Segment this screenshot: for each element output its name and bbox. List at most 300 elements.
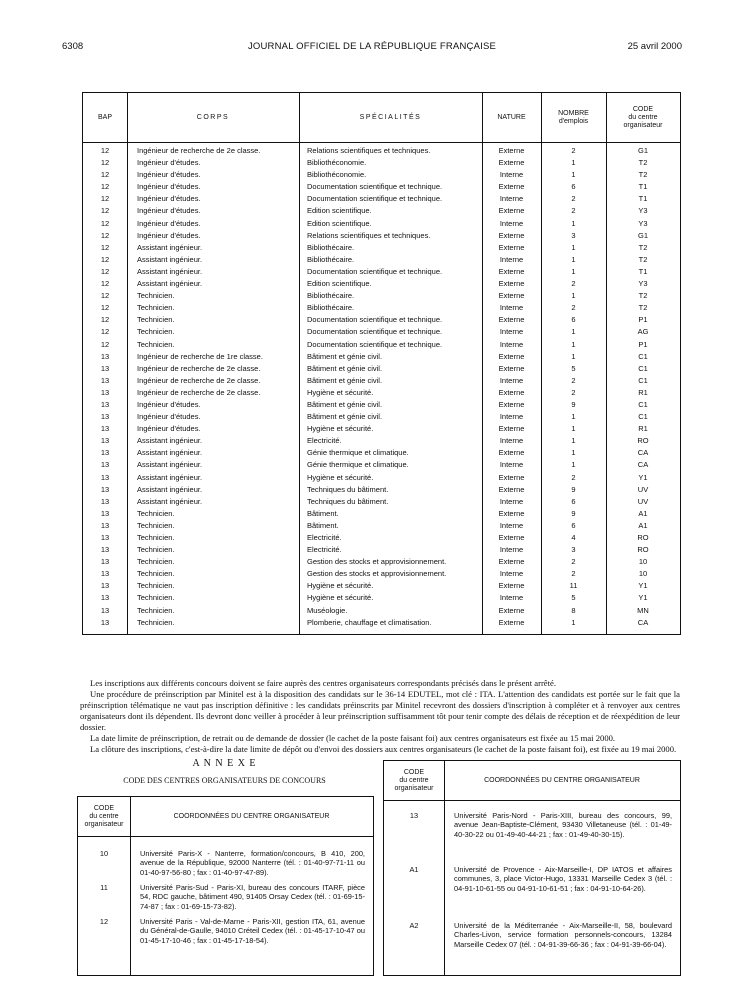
cell-bap: 13	[100, 424, 110, 434]
cell-corps: Ingénieur de recherche de 2e classe.	[137, 146, 261, 155]
cell-corps: Ingénieur de recherche de 2e classe.	[137, 387, 261, 397]
annexe-subtitle: CODE DES CENTRES ORGANISATEURS DE CONCOURS	[123, 776, 326, 785]
cell-corps: Assistant ingénieur.	[137, 254, 203, 264]
cell-nombre: 1	[571, 291, 576, 301]
cell-corps: Technicien.	[137, 545, 175, 555]
cell-bap: 13	[100, 436, 110, 446]
cell-bap: 12	[100, 146, 110, 155]
cell-code: G1	[637, 230, 648, 240]
col-coordonnees: COORDONNÉES DU CENTRE ORGANISATEUR	[484, 776, 640, 784]
cell-corps: Ingénieur de recherche de 1re classe.	[137, 351, 263, 361]
cell-nombre: 5	[571, 593, 576, 603]
cell-code: T2	[638, 254, 648, 264]
col-code: CODE du centre organisateur	[84, 804, 124, 828]
cell-specialite: Relations scientifiques et techniques.	[307, 146, 431, 155]
cell-bap: 13	[100, 399, 110, 409]
header-specialites: SPÉCIALITÉS	[359, 113, 422, 121]
cell-corps: Ingénieur d'études.	[137, 182, 201, 192]
annexe-code: 10	[99, 849, 109, 858]
paragraph: Les inscriptions aux différents concours doivent se faire auprès des centres organisateurs correspondants précisés dans le présent arrêté.	[90, 678, 556, 688]
table-rows	[83, 145, 680, 629]
cell-corps: Technicien.	[137, 617, 175, 627]
table-row	[83, 435, 680, 447]
cell-specialite: Electricité.	[307, 545, 342, 555]
cell-bap: 13	[100, 496, 110, 506]
cell-corps: Technicien.	[137, 339, 175, 349]
cell-bap: 13	[100, 617, 110, 627]
cell-nombre: 1	[571, 170, 576, 180]
table-row	[83, 145, 680, 157]
paragraph: Une procédure de préinscription par Minitel est à la disposition des candidats sur le 36-14 EDUTEL, mot clé : ITA. L'attention des candidats est portée sur le fait que la préinscription télématique ne vaut pas inscription définitive : les candidats préinscrits par Minitel recevront des dossiers d'inscription à compléter et à renvoyer aux centres organisateurs dont ils dépendent. Ils devront donc veiller à procéder à leur préinscription suffisamment tôt pour tenir compte des délais de réception et de réexpédition de leur dossier.	[80, 689, 680, 732]
cell-specialite: Hygiène et sécurité.	[307, 472, 374, 482]
table-row	[83, 544, 680, 556]
table-row	[83, 605, 680, 617]
cell-nombre: 2	[571, 375, 576, 385]
cell-nature: Interne	[499, 460, 524, 470]
cell-corps: Assistant ingénieur.	[137, 496, 203, 506]
cell-bap: 13	[100, 448, 110, 458]
cell-nombre: 1	[571, 218, 576, 228]
cell-nombre: 2	[571, 279, 576, 289]
cell-nature: Interne	[499, 569, 524, 579]
table-row	[83, 580, 680, 592]
cell-nombre: 2	[571, 472, 576, 482]
table-row	[83, 387, 680, 399]
cell-nature: Externe	[498, 266, 525, 276]
cell-specialite: Edition scientifique.	[307, 218, 372, 228]
cell-code: C1	[638, 363, 648, 373]
annexe-code: 13	[409, 811, 419, 820]
cell-code: C1	[638, 375, 648, 385]
header-bap: BAP	[97, 113, 112, 121]
cell-specialite: Documentation scientifique et technique.	[307, 327, 443, 337]
cell-corps: Ingénieur d'études.	[137, 170, 201, 180]
table-row	[83, 556, 680, 568]
table-row	[83, 423, 680, 435]
cell-corps: Ingénieur d'études.	[137, 158, 201, 168]
cell-nombre: 6	[571, 315, 576, 325]
cell-nature: Interne	[499, 303, 524, 313]
cell-nombre: 2	[571, 569, 576, 579]
cell-bap: 13	[100, 412, 110, 422]
cell-nombre: 1	[571, 617, 576, 627]
table-row	[83, 193, 680, 205]
cell-nombre: 2	[571, 387, 576, 397]
cell-nombre: 4	[571, 533, 576, 542]
cell-corps: Ingénieur d'études.	[137, 424, 201, 434]
cell-nombre: 6	[571, 182, 576, 192]
cell-code: A1	[638, 508, 648, 518]
cell-code: AG	[637, 327, 649, 337]
cell-code: Y3	[638, 218, 648, 228]
cell-specialite: Edition scientifique.	[307, 279, 372, 289]
cell-nombre: 1	[571, 412, 576, 422]
cell-nombre: 1	[571, 448, 576, 458]
cell-specialite: Bibliothécaire.	[307, 254, 355, 264]
concours-table	[82, 92, 681, 635]
cell-bap: 13	[100, 387, 110, 397]
cell-code: Y3	[638, 206, 648, 216]
cell-nature: Externe	[498, 351, 525, 361]
cell-specialite: Documentation scientifique et technique.	[307, 266, 443, 276]
cell-bap: 12	[100, 279, 110, 289]
cell-specialite: Bibliothéconomie.	[307, 158, 367, 168]
page-number: 6308	[62, 41, 84, 52]
cell-specialite: Muséologie.	[307, 605, 348, 615]
cell-nombre: 1	[571, 460, 576, 470]
cell-nombre: 2	[571, 303, 576, 313]
annexe-coordonnees: Université Paris-X - Nanterre, formation/concours, B 410, 200, avenue de la République, 92000 Nanterre (tél. : 01-40-97-71-11 ou 01-40-97-56-80 ; fax : 01-40-97-47-89).	[140, 849, 365, 877]
table-row	[83, 568, 680, 580]
cell-code: P1	[638, 339, 648, 349]
cell-corps: Ingénieur d'études.	[137, 206, 201, 216]
cell-specialite: Electricité.	[307, 533, 342, 542]
cell-code: Y3	[638, 279, 648, 289]
cell-corps: Assistant ingénieur.	[137, 448, 203, 458]
cell-code: UV	[637, 496, 649, 506]
cell-nature: Externe	[498, 158, 525, 168]
cell-nature: Interne	[499, 412, 524, 422]
cell-specialite: Edition scientifique.	[307, 206, 372, 216]
header-nombre: NOMBRE d'emplois	[558, 109, 589, 125]
cell-bap: 13	[100, 375, 110, 385]
cell-code: R1	[638, 424, 648, 434]
cell-corps: Technicien.	[137, 291, 175, 301]
cell-corps: Ingénieur d'études.	[137, 399, 201, 409]
cell-code: T2	[638, 291, 648, 301]
cell-code: R1	[638, 387, 648, 397]
table-row	[83, 484, 680, 496]
table-row	[83, 351, 680, 363]
cell-corps: Technicien.	[137, 315, 175, 325]
cell-corps: Technicien.	[137, 605, 175, 615]
cell-corps: Ingénieur d'études.	[137, 230, 201, 240]
table-row	[83, 375, 680, 387]
cell-nombre: 1	[571, 266, 576, 276]
cell-specialite: Bâtiment et génie civil.	[307, 399, 383, 409]
cell-nature: Externe	[498, 291, 525, 301]
cell-bap: 12	[100, 158, 110, 168]
cell-nature: Externe	[498, 581, 525, 591]
cell-code: P1	[638, 315, 648, 325]
cell-code: T2	[638, 170, 648, 180]
cell-specialite: Relations scientifiques et techniques.	[307, 230, 431, 240]
cell-nature: Interne	[499, 375, 524, 385]
annexe-coordonnees: Université de Provence - Aix-Marseille-I, DP IATOS et affaires communes, 3, place Victor-Hugo, 13331 Marseille Cedex 3 (tél. : 04-91-10-61-55 ou 04-91-10-61-51 ; fax : 04-91-10-64-26).	[454, 865, 672, 893]
table-row	[83, 339, 680, 351]
cell-specialite: Documentation scientifique et technique.	[307, 339, 443, 349]
cell-corps: Technicien.	[137, 593, 175, 603]
annexe-code: 11	[100, 883, 108, 892]
cell-corps: Ingénieur d'études.	[137, 218, 201, 228]
cell-nombre: 8	[571, 605, 576, 615]
cell-specialite: Bâtiment et génie civil.	[307, 363, 383, 373]
cell-specialite: Hygiène et sécurité.	[307, 581, 374, 591]
cell-bap: 13	[100, 545, 110, 555]
cell-nombre: 1	[571, 254, 576, 264]
table-body	[83, 143, 680, 634]
cell-corps: Assistant ingénieur.	[137, 460, 203, 470]
annexe-title: A N N E X E	[192, 758, 257, 769]
cell-bap: 12	[100, 182, 110, 192]
cell-nature: Externe	[498, 279, 525, 289]
cell-code: C1	[638, 399, 648, 409]
cell-code: T1	[638, 194, 648, 204]
cell-bap: 13	[100, 351, 110, 361]
cell-corps: Assistant ingénieur.	[137, 472, 203, 482]
cell-bap: 12	[100, 266, 110, 276]
cell-specialite: Hygiène et sécurité.	[307, 593, 374, 603]
annexe-coordonnees: Université Paris - Val-de-Marne - Paris-XII, gestion ITA, 61, avenue du Général-de-Gaulle, 94010 Créteil Cedex (tél. : 01-45-17-10-47 ou 01-45-17-10-46 ; fax : 01-45-17-18-54).	[140, 917, 365, 945]
cell-bap: 12	[100, 242, 110, 252]
cell-nombre: 9	[571, 508, 576, 518]
cell-nature: Interne	[499, 218, 524, 228]
header-corps: CORPS	[196, 113, 230, 121]
cell-nombre: 1	[571, 242, 576, 252]
cell-specialite: Documentation scientifique et technique.	[307, 182, 443, 192]
cell-corps: Technicien.	[137, 520, 175, 530]
table-row	[83, 592, 680, 604]
table-row	[83, 302, 680, 314]
cell-code: CA	[637, 617, 649, 627]
cell-corps: Technicien.	[137, 557, 175, 567]
col-code: CODE du centre organisateur	[394, 768, 434, 792]
annexe-left-header	[78, 797, 373, 837]
cell-specialite: Plomberie, chauffage et climatisation.	[307, 617, 432, 627]
cell-corps: Ingénieur d'études.	[137, 194, 201, 204]
cell-nombre: 6	[571, 520, 576, 530]
cell-corps: Technicien.	[137, 569, 175, 579]
cell-code: T1	[638, 182, 648, 192]
cell-specialite: Bâtiment.	[307, 520, 339, 530]
table-row	[83, 496, 680, 508]
cell-corps: Ingénieur de recherche de 2e classe.	[137, 375, 261, 385]
cell-nombre: 9	[571, 399, 576, 409]
cell-code: 10	[638, 569, 648, 579]
header-nature: NATURE	[497, 113, 526, 121]
cell-nature: Interne	[499, 520, 524, 530]
cell-code: C1	[638, 351, 648, 361]
cell-nature: Externe	[498, 605, 525, 615]
cell-bap: 13	[100, 508, 110, 518]
cell-nature: Externe	[498, 146, 525, 155]
cell-code: G1	[637, 146, 648, 155]
cell-nombre: 2	[571, 146, 576, 155]
cell-nature: Externe	[498, 242, 525, 252]
table-row	[83, 314, 680, 326]
table-row	[83, 447, 680, 459]
cell-specialite: Bibliothécaire.	[307, 242, 355, 252]
table-row	[83, 290, 680, 302]
table-row	[83, 278, 680, 290]
cell-corps: Assistant ingénieur.	[137, 242, 203, 252]
cell-nature: Externe	[498, 557, 525, 567]
cell-bap: 12	[100, 170, 110, 180]
cell-specialite: Hygiène et sécurité.	[307, 387, 374, 397]
cell-code: RO	[637, 545, 649, 555]
cell-bap: 12	[100, 230, 110, 240]
cell-bap: 13	[100, 557, 110, 567]
cell-nature: Externe	[498, 387, 525, 397]
cell-bap: 13	[100, 581, 110, 591]
cell-corps: Technicien.	[137, 581, 175, 591]
cell-corps: Assistant ingénieur.	[137, 436, 203, 446]
cell-specialite: Bâtiment et génie civil.	[307, 375, 383, 385]
cell-code: T2	[638, 242, 648, 252]
cell-bap: 13	[100, 363, 110, 373]
cell-nombre: 3	[571, 230, 576, 240]
cell-nature: Externe	[498, 363, 525, 373]
cell-bap: 12	[100, 218, 110, 228]
cell-code: UV	[637, 484, 649, 494]
paragraph: La clôture des inscriptions, c'est-à-dire la date limite de dépôt ou d'envoi des dossiers aux centres organisateurs (le cachet de la poste faisant foi), est fixée au 19 mai 2000.	[90, 744, 677, 754]
cell-specialite: Bâtiment et génie civil.	[307, 412, 383, 422]
cell-corps: Technicien.	[137, 327, 175, 337]
cell-nature: Interne	[499, 593, 524, 603]
cell-bap: 12	[100, 303, 110, 313]
table-row	[83, 266, 680, 278]
cell-nature: Externe	[498, 230, 525, 240]
cell-code: RO	[637, 533, 649, 542]
cell-nature: Externe	[498, 399, 525, 409]
cell-specialite: Génie thermique et climatique.	[307, 460, 409, 470]
annexe-coordonnees: Université Paris-Nord - Paris-XIII, bureau des concours, 99, avenue Jean-Baptiste-Clément, 93430 Villetaneuse (tél. : 01-49-40-30-22 ou 01-49-40-44-21 ; fax : 01-49-40-30-15).	[454, 811, 672, 839]
cell-nature: Externe	[498, 424, 525, 434]
cell-bap: 13	[100, 520, 110, 530]
cell-code: RO	[637, 436, 649, 446]
cell-bap: 13	[100, 533, 110, 542]
cell-nombre: 1	[571, 351, 576, 361]
cell-nombre: 11	[569, 581, 578, 591]
cell-nombre: 3	[571, 545, 576, 555]
cell-bap: 13	[100, 472, 110, 482]
table-row	[83, 169, 680, 181]
cell-nombre: 1	[571, 158, 576, 168]
table-row	[83, 205, 680, 217]
annexe-code: A2	[409, 921, 419, 930]
cell-code: Y1	[638, 593, 648, 603]
cell-corps: Ingénieur d'études.	[137, 412, 201, 422]
cell-nature: Interne	[499, 436, 524, 446]
cell-nature: Interne	[499, 545, 524, 555]
annexe-code: A1	[409, 865, 419, 874]
cell-specialite: Documentation scientifique et technique.	[307, 194, 443, 204]
cell-bap: 12	[100, 291, 110, 301]
annexe-coordonnees: Université de la Méditerranée - Aix-Marseille-II, 58, boulevard Charles-Livon, service formation personnels-concours, 13284 Marseille Cedex 07 (tél. : 04-91-39-66-36 ; fax : 04-91-39-66-04).	[454, 921, 672, 949]
cell-bap: 13	[100, 593, 110, 603]
cell-nature: Externe	[498, 508, 525, 518]
cell-nature: Externe	[498, 533, 525, 542]
cell-code: Y1	[638, 472, 648, 482]
annexe-right-header	[384, 761, 680, 801]
table-row	[83, 254, 680, 266]
table-row	[83, 459, 680, 471]
cell-bap: 12	[100, 315, 110, 325]
table-header	[83, 93, 680, 143]
annexe-coordonnees: Université Paris-Sud - Paris-XI, bureau des concours ITARF, pièce 54, RDC gauche, bâtiment 490, 91405 Orsay Cedex (tél. : 01-69-15-74-87 ; fax : 01-69-15-73-82).	[140, 883, 365, 911]
table-row	[83, 411, 680, 423]
cell-nature: Externe	[498, 472, 525, 482]
cell-specialite: Gestion des stocks et approvisionnement.	[307, 557, 447, 567]
annexe-code: 12	[99, 917, 109, 926]
cell-specialite: Documentation scientifique et technique.	[307, 315, 443, 325]
cell-nature: Externe	[498, 182, 525, 192]
cell-specialite: Techniques du bâtiment.	[307, 484, 389, 494]
table-row	[83, 230, 680, 242]
cell-code: CA	[637, 460, 649, 470]
cell-nature: Externe	[498, 315, 525, 325]
issue-date: 25 avril 2000	[627, 41, 682, 52]
cell-nature: Interne	[499, 327, 524, 337]
cell-nombre: 9	[571, 484, 576, 494]
cell-specialite: Bibliothécaire.	[307, 291, 355, 301]
cell-code: A1	[638, 520, 648, 530]
cell-nature: Externe	[498, 484, 525, 494]
cell-nature: Interne	[499, 194, 524, 204]
col-coordonnees: COORDONNÉES DU CENTRE ORGANISATEUR	[173, 812, 330, 820]
body-text	[80, 678, 680, 755]
table-row	[83, 472, 680, 484]
cell-nombre: 2	[571, 557, 576, 567]
cell-bap: 12	[100, 339, 110, 349]
cell-code: MN	[637, 605, 649, 615]
cell-code: T1	[638, 266, 648, 276]
cell-specialite: Hygiène et sécurité.	[307, 424, 374, 434]
cell-bap: 13	[100, 569, 110, 579]
table-row	[83, 399, 680, 411]
cell-specialite: Techniques du bâtiment.	[307, 496, 389, 506]
cell-corps: Technicien.	[137, 533, 175, 542]
cell-code: Y1	[638, 581, 648, 591]
table-row	[83, 532, 680, 544]
table-row	[83, 363, 680, 375]
table-row	[83, 242, 680, 254]
cell-nombre: 1	[571, 339, 576, 349]
cell-specialite: Electricité.	[307, 436, 342, 446]
cell-corps: Assistant ingénieur.	[137, 279, 203, 289]
cell-nature: Externe	[498, 448, 525, 458]
cell-nombre: 5	[571, 363, 576, 373]
table-row	[83, 157, 680, 169]
cell-specialite: Bâtiment.	[307, 508, 339, 518]
cell-code: 10	[638, 557, 648, 567]
cell-nature: Interne	[499, 496, 524, 506]
paragraph: La date limite de préinscription, de retrait ou de demande de dossier (le cachet de la poste faisant foi) aux centres organisateurs est fixée au 15 mai 2000.	[90, 733, 616, 743]
cell-bap: 13	[100, 484, 110, 494]
annexe-table-right	[383, 760, 681, 976]
cell-corps: Ingénieur de recherche de 2e classe.	[137, 363, 261, 373]
cell-specialite: Bibliothéconomie.	[307, 170, 367, 180]
cell-bap: 13	[100, 605, 110, 615]
cell-code: C1	[638, 412, 648, 422]
cell-nombre: 2	[571, 194, 576, 204]
table-row	[83, 218, 680, 230]
table-row	[83, 181, 680, 193]
cell-corps: Assistant ingénieur.	[137, 484, 203, 494]
cell-nombre: 1	[571, 436, 576, 446]
header-code: CODE du centre organisateur	[623, 105, 663, 129]
table-row	[83, 520, 680, 532]
cell-bap: 12	[100, 327, 110, 337]
cell-nature: Interne	[499, 339, 524, 349]
annexe-table-left	[77, 796, 374, 976]
table-row	[83, 617, 680, 629]
cell-corps: Technicien.	[137, 508, 175, 518]
cell-specialite: Bâtiment et génie civil.	[307, 351, 383, 361]
cell-nombre: 2	[571, 206, 576, 216]
cell-nombre: 6	[571, 496, 576, 506]
journal-title: JOURNAL OFFICIEL DE LA RÉPUBLIQUE FRANÇAISE	[247, 41, 497, 52]
